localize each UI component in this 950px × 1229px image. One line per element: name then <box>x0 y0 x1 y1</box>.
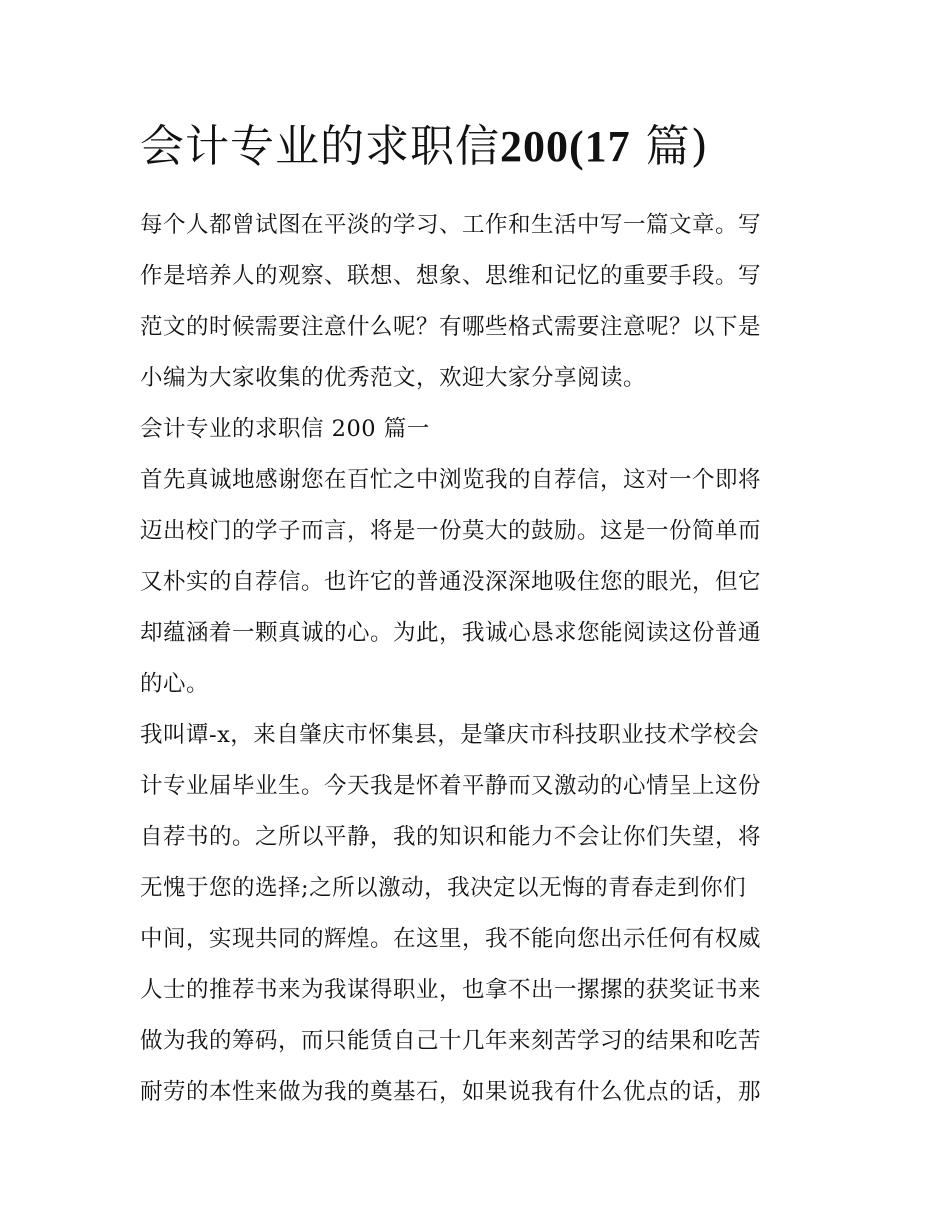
paragraph-line: 人士的推荐书来为我谋得职业，也拿不出一摞摞的获奖证书来 <box>140 977 762 1003</box>
document-title <box>140 118 820 176</box>
paragraph-line: 首先真诚地感谢您在百忙之中浏览我的自荐信，这对一个即将 <box>140 467 762 493</box>
paragraph-line: 却蕴涵着一颗真诚的心。为此，我诚心恳求您能阅读这份普通 <box>140 620 762 646</box>
paragraph-line: 每个人都曾试图在平淡的学习、工作和生活中写一篇文章。写 <box>140 212 762 238</box>
paragraph-line: 无愧于您的选择;之所以激动，我决定以无悔的青春走到你们 <box>140 875 747 901</box>
paragraph-line: 小编为大家收集的优秀范文，欢迎大家分享阅读。 <box>140 365 647 391</box>
title-text: 会计专业的求职信 <box>140 121 500 172</box>
paragraph-line: 我叫谭-x，来自肇庆市怀集县，是肇庆市科技职业技术学校会 <box>140 722 760 748</box>
paragraph-line: 作是培养人的观察、联想、想象、思维和记忆的重要手段。写 <box>140 263 762 289</box>
title-tail: 篇) <box>645 121 709 172</box>
paragraph-line: 自荐书的。之所以平静，我的知识和能力不会让你们失望，将 <box>140 824 762 850</box>
paragraph-line: 又朴实的自荐信。也许它的普通没深深地吸住您的眼光，但它 <box>140 569 762 595</box>
paragraph-line: 中间，实现共同的辉煌。在这里，我不能向您出示任何有权威 <box>140 926 762 952</box>
title-number: 200(17 <box>500 122 631 171</box>
document-body <box>140 200 820 1118</box>
paragraph-line: 范文的时候需要注意什么呢？有哪些格式需要注意呢？以下是 <box>140 314 762 340</box>
paragraph-line: 计专业届毕业生。今天我是怀着平静而又激动的心情呈上这份 <box>140 773 762 799</box>
paragraph-line: 耐劳的本性来做为我的奠基石，如果说我有什么优点的话，那 <box>140 1079 762 1105</box>
paragraph-line: 迈出校门的学子而言，将是一份莫大的鼓励。这是一份简单而 <box>140 518 762 544</box>
section-heading: 会计专业的求职信 200 篇一 <box>140 416 430 442</box>
paragraph-line: 做为我的筹码，而只能赁自己十几年来刻苦学习的结果和吃苦 <box>140 1028 762 1054</box>
paragraph-line: 的心。 <box>140 671 210 697</box>
